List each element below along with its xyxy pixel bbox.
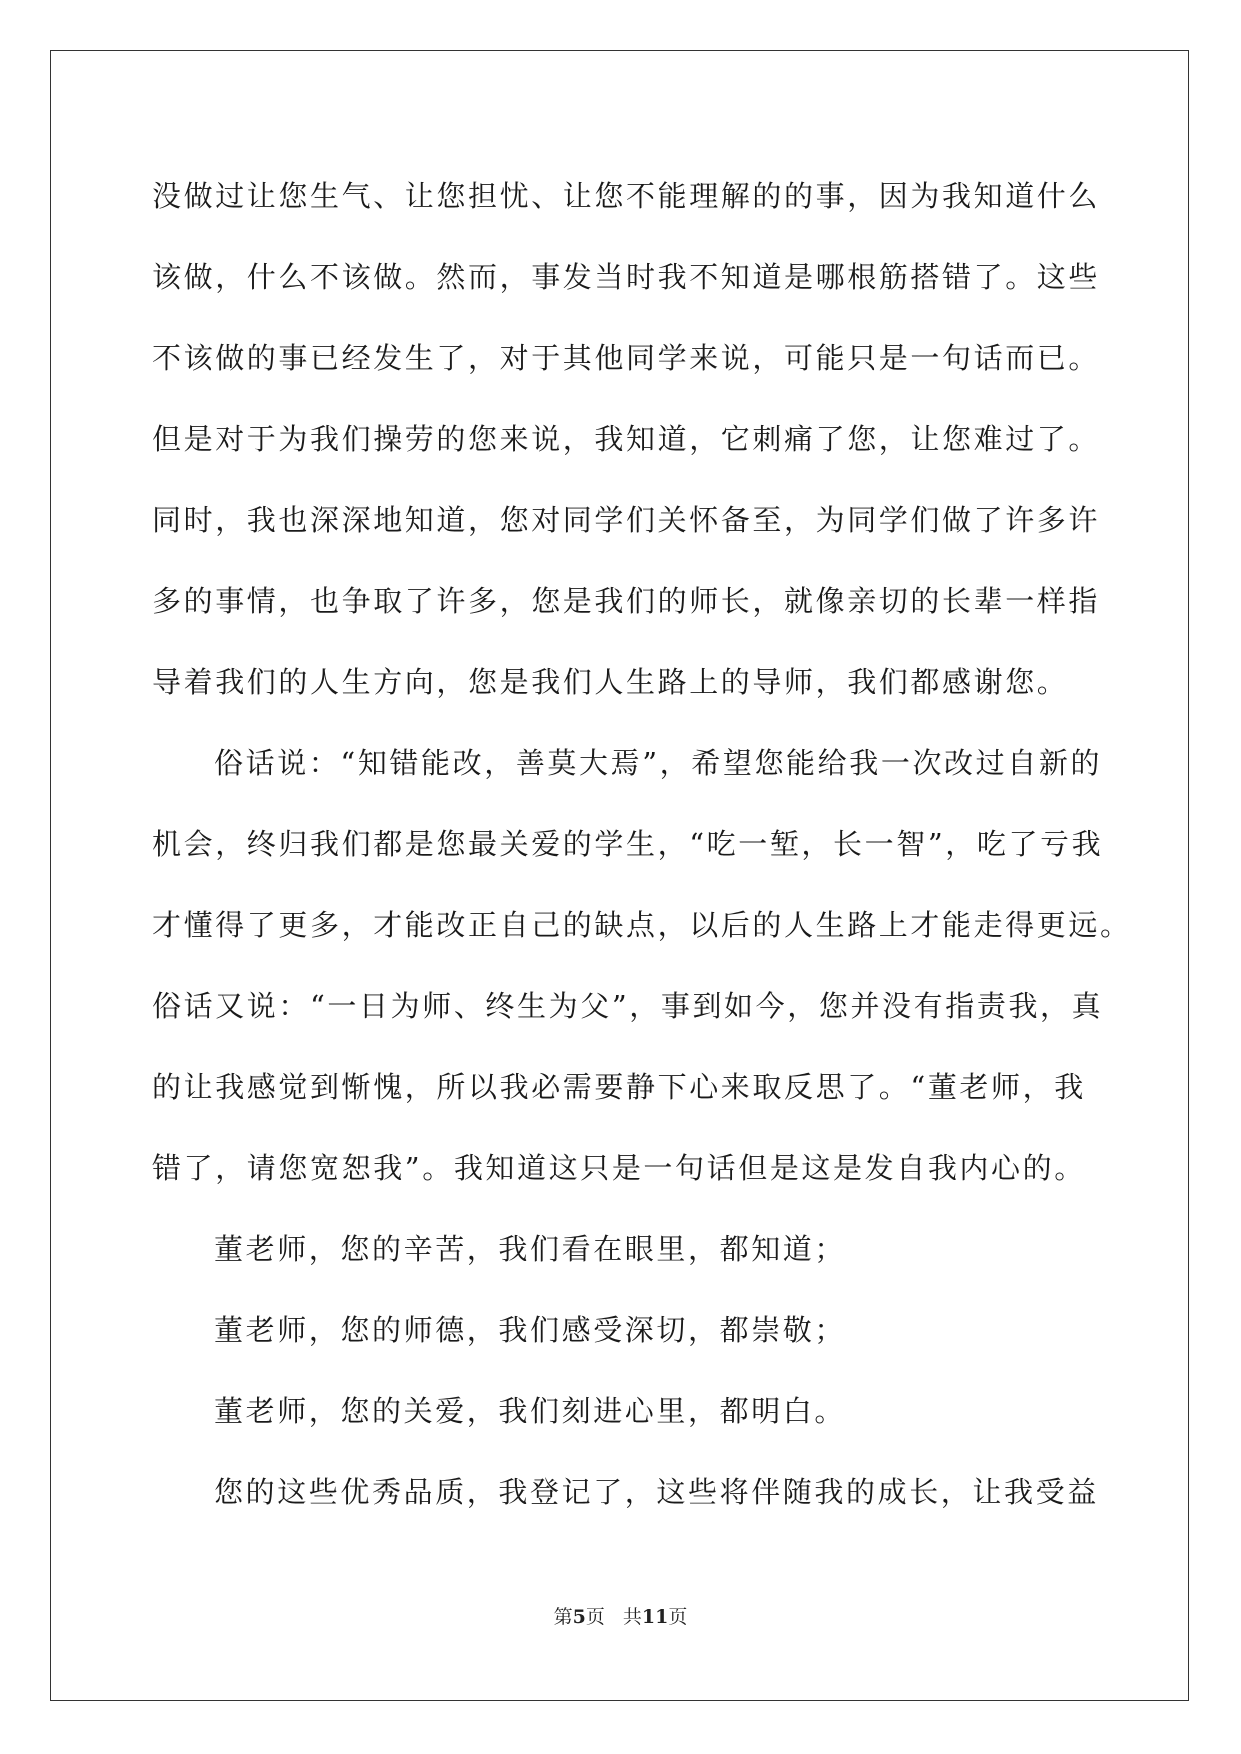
text-line: 导着我们的人生方向，您是我们人生路上的导师，我们都感谢您。 [152,665,1069,699]
text-line: 该做，什么不该做。然而，事发当时我不知道是哪根筋搭错了。这些 [152,260,1101,294]
text-line: 没做过让您生气、让您担忧、让您不能理解的的事，因为我知道什么 [152,179,1101,213]
page-prefix: 第 [553,1606,573,1628]
text-line: 董老师，您的关爱，我们刻进心里，都明白。 [214,1394,847,1428]
text-line: 才懂得了更多，才能改正自己的缺点，以后的人生路上才能走得更远。 [152,908,1132,942]
text-line: 但是对于为我们操劳的您来说，我知道，它刺痛了您，让您难过了。 [152,422,1101,456]
text-line: 多的事情，也争取了许多，您是我们的师长，就像亲切的长辈一样指 [152,584,1101,618]
total-suffix: 页 [668,1606,688,1628]
text-line: 机会，终归我们都是您最关爱的学生，“吃一堑，长一智”，吃了亏我 [152,827,1104,861]
text-line: 俗话说：“知错能改，善莫大焉”，希望您能给我一次改过自新的 [214,746,1103,780]
text-line: 的让我感觉到惭愧，所以我必需要静下心来取反思了。“董老师，我 [152,1070,1086,1104]
page-number: 5 [572,1606,586,1628]
text-line: 您的这些优秀品质，我登记了，这些将伴随我的成长，让我受益 [214,1475,1099,1509]
text-line: 不该做的事已经发生了，对于其他同学来说，可能只是一句话而已。 [152,341,1101,375]
page-suffix: 页 [585,1606,605,1628]
total-prefix: 共 [622,1606,642,1628]
page-footer [0,1602,1241,1629]
text-line: 俗话又说：“一日为师、终生为父”，事到如今，您并没有指责我，真 [152,989,1104,1023]
text-line: 错了，请您宽恕我”。我知道这只是一句话但是这是发自我内心的。 [152,1151,1086,1185]
text-line: 董老师，您的师德，我们感受深切，都崇敬； [214,1313,847,1347]
text-line: 同时，我也深深地知道，您对同学们关怀备至，为同学们做了许多许 [152,503,1101,537]
document-body [152,156,1132,1533]
text-line: 董老师，您的辛苦，我们看在眼里，都知道； [214,1232,847,1266]
total-pages: 11 [641,1606,669,1628]
